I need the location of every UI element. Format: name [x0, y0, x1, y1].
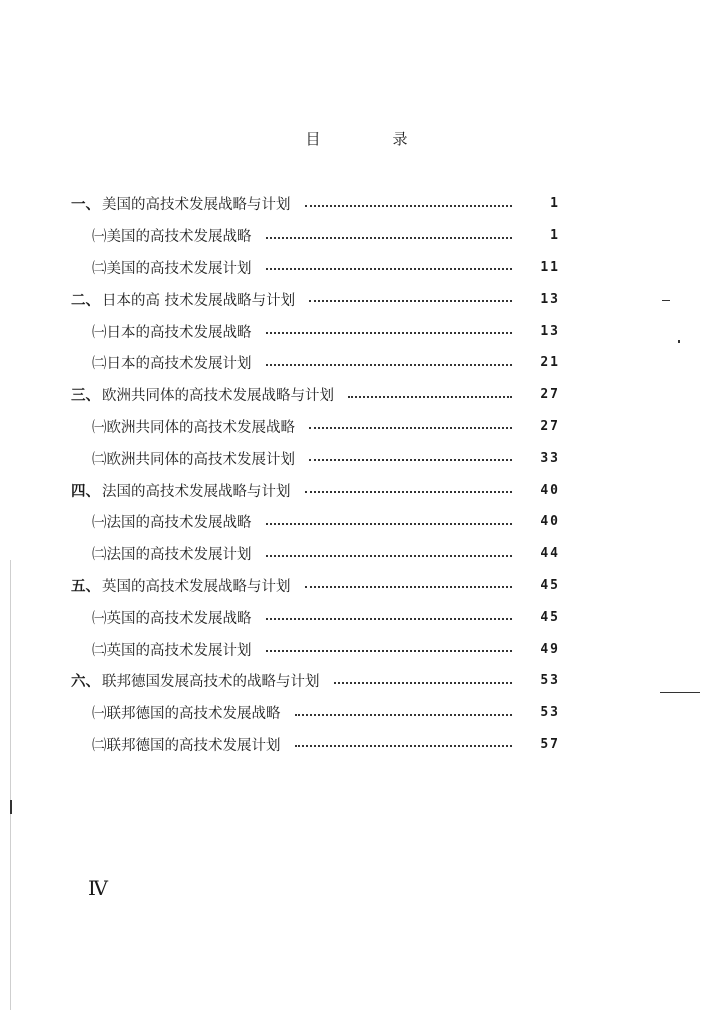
toc-page-number: 21: [540, 355, 560, 371]
dot-leader: [309, 459, 512, 461]
toc-entry-title: ㈡美国的高技术发展计划: [92, 260, 252, 277]
toc-entry-title: 法国的高技术发展战略与计划: [102, 483, 291, 500]
dot-leader: [266, 364, 513, 366]
page-number-roman: Ⅳ: [88, 876, 108, 900]
page-title: [0, 128, 713, 149]
dot-leader: [295, 745, 513, 747]
toc-section-row[interactable]: [60, 252, 560, 284]
toc-entry-title: 日本的高 技术发展战略与计划: [102, 292, 296, 309]
toc-section-row[interactable]: [60, 411, 560, 443]
dot-leader: [309, 427, 512, 429]
scan-speck: [10, 800, 12, 814]
title-char-2: 录: [392, 130, 408, 148]
toc-entry-title: ㈡欧洲共同体的高技术发展计划: [92, 451, 295, 468]
toc-entry-title: ㈠欧洲共同体的高技术发展战略: [92, 419, 295, 436]
table-of-contents: [60, 188, 560, 760]
toc-chapter-number: 二、: [71, 291, 100, 309]
toc-chapter-number: 六、: [71, 673, 100, 691]
toc-section-row[interactable]: [60, 442, 560, 474]
dot-leader: [348, 396, 512, 398]
toc-page-number: 1: [550, 228, 560, 244]
toc-entry-title: ㈡英国的高技术发展计划: [92, 642, 252, 659]
dot-leader: [266, 332, 513, 334]
dot-leader: [266, 523, 513, 525]
toc-page-number: 40: [540, 482, 560, 498]
toc-entry-title: ㈡日本的高技术发展计划: [92, 356, 252, 373]
dot-leader: [266, 555, 513, 557]
toc-entry-title: 联邦德国发展高技术的战略与计划: [102, 674, 320, 691]
toc-section-row[interactable]: [60, 315, 560, 347]
toc-entry-title: ㈠法国的高技术发展战略: [92, 515, 252, 532]
title-char-1: 目: [305, 130, 321, 148]
toc-chapter-number: 四、: [71, 482, 100, 500]
toc-chapter-row[interactable]: [60, 665, 560, 697]
toc-page-number: 45: [540, 577, 560, 593]
toc-section-row[interactable]: [60, 220, 560, 252]
dot-leader: [309, 300, 512, 302]
toc-page-number: 13: [540, 323, 560, 339]
toc-section-row[interactable]: [60, 538, 560, 570]
toc-section-row[interactable]: [60, 347, 560, 379]
toc-entry-title: 英国的高技术发展战略与计划: [102, 578, 291, 595]
toc-section-row[interactable]: [60, 633, 560, 665]
toc-page-number: 57: [540, 736, 560, 752]
toc-chapter-number: 三、: [71, 387, 100, 405]
toc-chapter-number: 一、: [71, 196, 100, 214]
toc-chapter-row[interactable]: [60, 474, 560, 506]
toc-page-number: 53: [540, 705, 560, 721]
dot-leader: [266, 237, 513, 239]
scan-speck: [678, 340, 680, 343]
toc-entry-title: ㈠日本的高技术发展战略: [92, 324, 252, 341]
toc-chapter-row[interactable]: [60, 283, 560, 315]
toc-entry-title: 欧洲共同体的高技术发展战略与计划: [102, 388, 334, 405]
toc-section-row[interactable]: [60, 506, 560, 538]
toc-page-number: 53: [540, 673, 560, 689]
scan-speck: [660, 692, 700, 693]
scan-margin-line: [10, 560, 11, 1010]
toc-entry-title: ㈡联邦德国的高技术发展计划: [92, 737, 281, 754]
toc-entry-title: ㈡法国的高技术发展计划: [92, 547, 252, 564]
toc-page-number: 49: [540, 641, 560, 657]
toc-entry-title: ㈠英国的高技术发展战略: [92, 610, 252, 627]
toc-section-row[interactable]: [60, 601, 560, 633]
dot-leader: [305, 205, 513, 207]
dot-leader: [305, 491, 513, 493]
toc-section-row[interactable]: [60, 697, 560, 729]
toc-page-number: 13: [540, 291, 560, 307]
toc-section-row[interactable]: [60, 729, 560, 761]
toc-entry-title: ㈠美国的高技术发展战略: [92, 229, 252, 246]
toc-entry-title: 美国的高技术发展战略与计划: [102, 197, 291, 214]
toc-chapter-row[interactable]: [60, 379, 560, 411]
toc-page-number: 45: [540, 609, 560, 625]
scan-speck: [662, 300, 670, 301]
toc-page-number: 27: [540, 418, 560, 434]
toc-chapter-number: 五、: [71, 577, 100, 595]
toc-page-number: 33: [540, 450, 560, 466]
toc-chapter-row[interactable]: [60, 570, 560, 602]
dot-leader: [305, 586, 513, 588]
dot-leader: [266, 618, 513, 620]
toc-chapter-row[interactable]: [60, 188, 560, 220]
toc-page-number: 40: [540, 514, 560, 530]
dot-leader: [266, 268, 513, 270]
dot-leader: [295, 714, 513, 716]
toc-page-number: 44: [540, 546, 560, 562]
dot-leader: [266, 650, 513, 652]
toc-entry-title: ㈠联邦德国的高技术发展战略: [92, 706, 281, 723]
toc-page-number: 27: [540, 387, 560, 403]
toc-page-number: 1: [550, 196, 560, 212]
toc-page-number: 11: [540, 259, 560, 275]
dot-leader: [334, 682, 513, 684]
